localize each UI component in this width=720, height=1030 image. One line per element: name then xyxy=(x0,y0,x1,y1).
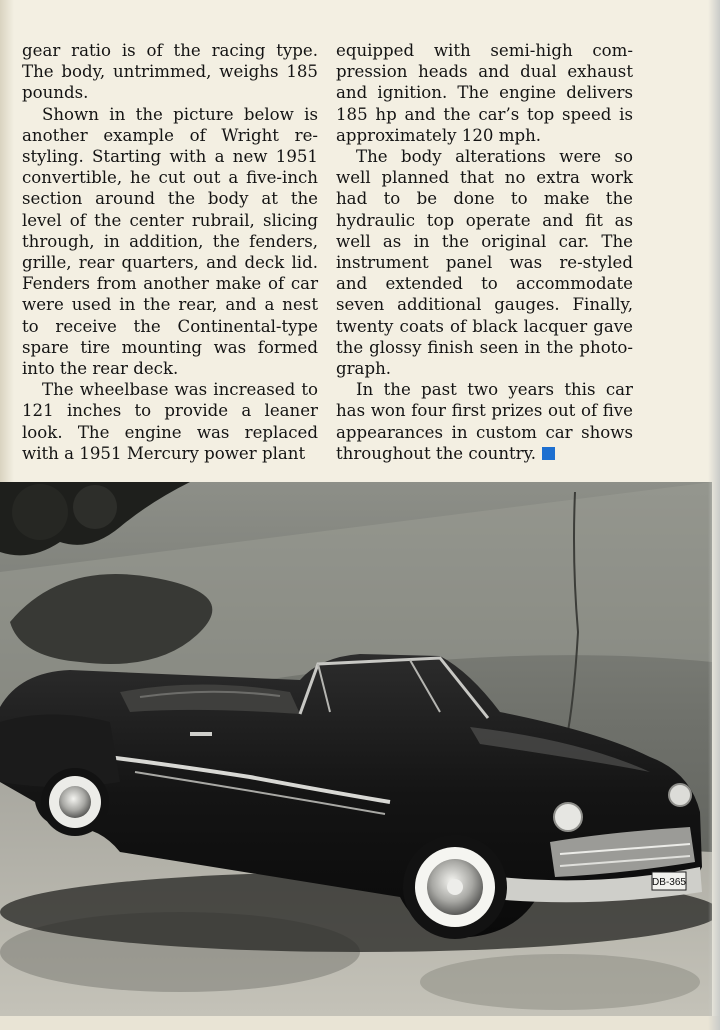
page-bottom-margin xyxy=(0,1016,720,1030)
paragraph: gear ratio is of the racing type. The body, untrimmed, weighs 185 pounds. xyxy=(22,41,318,103)
end-of-article-mark xyxy=(542,447,555,460)
car-photograph xyxy=(0,482,712,1016)
paragraph-text: In the past two years this car has won four first prizes out of five appearances in custom car shows throughout the country. xyxy=(336,380,633,463)
license-plate: DB-365 xyxy=(652,877,686,888)
text-column-right xyxy=(336,40,633,464)
paragraph: The body alterations were so well planned that no extra work had to be done to make the hydraulic top operate and fit as well as in the original car. The instrument panel was re-styled and extended to accommodate seven additional gauges. Finally, twenty coats of black lacquer gave the glossy finish seen in the photograph. xyxy=(336,147,633,379)
paragraph: Shown in the picture below is another example of Wright restyling. Starting with a new 1951 convertible, he cut out a five-inch section around the body at the level of the center rubrail, slicing through, in addition, the fenders, grille, rear quarters, and deck lid. Fenders from another make of car were used in the rear, and a nest to receive the Continental-type spare tire mounting was formed into the rear deck. xyxy=(22,104,318,379)
paragraph: equipped with semi-high compression heads and dual exhaust and ignition. The engine delivers 185 hp and the car’s top speed is approximately 120 mph. xyxy=(336,41,633,145)
paragraph: The wheelbase was increased to 121 inches to provide a leaner look. The engine was replaced with a 1951 Mercury power plant xyxy=(22,380,318,463)
text-column-left xyxy=(22,40,318,464)
car-photo-illustration xyxy=(0,482,712,1016)
closing-paragraph xyxy=(336,379,633,464)
